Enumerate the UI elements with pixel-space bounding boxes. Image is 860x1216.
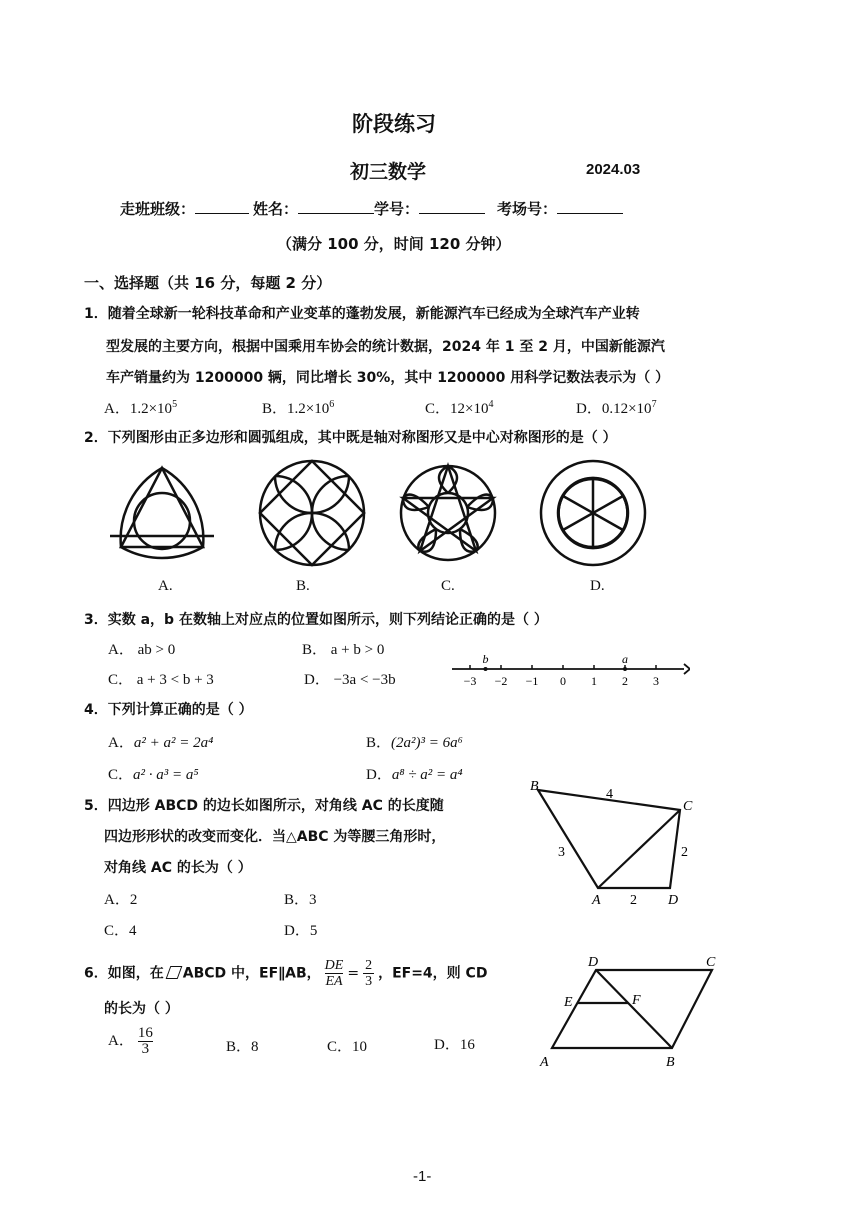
q3-option-a[interactable]: A． ab > 0 bbox=[108, 642, 176, 658]
axis-tick-label: 2 bbox=[622, 674, 628, 688]
q6-option-b[interactable]: B．8 bbox=[226, 1039, 259, 1055]
q5-option-c[interactable]: C．4 bbox=[104, 923, 137, 939]
q6-option-a[interactable]: A． $\frac{16}{3}$ bbox=[108, 1025, 153, 1057]
score-info: （满分 100 分，时间 120 分钟） bbox=[277, 235, 511, 253]
q5-line1: 5．四边形 ABCD 的边长如图所示，对角线 AC 的长度随 bbox=[84, 798, 444, 814]
q5-option-d[interactable]: D．5 bbox=[284, 923, 318, 939]
q6-parallelogram bbox=[536, 950, 736, 1072]
q4-option-d[interactable]: D．a⁸ ÷ a² = a⁴ bbox=[366, 767, 463, 783]
number-line bbox=[448, 652, 690, 690]
figure-c[interactable] bbox=[401, 466, 495, 560]
diagonal-db bbox=[596, 970, 672, 1048]
q3-option-b[interactable]: B． a + b > 0 bbox=[302, 642, 385, 658]
room-blank[interactable] bbox=[557, 199, 623, 214]
point-a-marker bbox=[623, 667, 627, 671]
q2-label-b: B. bbox=[296, 578, 310, 594]
quad-abcd bbox=[538, 790, 680, 888]
vertex-b: B bbox=[666, 1055, 675, 1070]
vertex-a: A bbox=[592, 893, 601, 908]
name-label: 姓名： bbox=[253, 200, 299, 218]
q5-line2: 四边形形状的改变而变化．当△ABC 为等腰三角形时， bbox=[104, 829, 446, 845]
q6-line2: 的长为（ ） bbox=[104, 1001, 179, 1017]
name-blank[interactable] bbox=[298, 199, 374, 214]
class-blank[interactable] bbox=[195, 199, 249, 214]
q5-line3: 对角线 AC 的长为（ ） bbox=[104, 860, 252, 876]
label-da: 2 bbox=[630, 893, 637, 908]
q2-figures bbox=[100, 458, 740, 570]
q1-line1: 1．随着全球新一轮科技革命和产业变革的蓬勃发展，新能源汽车已经成为全球汽车产业转 bbox=[84, 306, 640, 322]
q1-option-d[interactable]: D．$0.12\times 10^7$ bbox=[576, 399, 657, 417]
parallelogram-icon bbox=[165, 966, 182, 979]
vertex-a: A bbox=[540, 1055, 549, 1070]
q2-label-d: D. bbox=[590, 578, 605, 594]
vertex-d: D bbox=[668, 893, 679, 908]
figure-a[interactable] bbox=[110, 468, 214, 558]
point-a-label: a bbox=[622, 652, 628, 666]
diagonal-ac bbox=[598, 810, 680, 888]
q6-option-d[interactable]: D．16 bbox=[434, 1037, 475, 1053]
parallelogram-abcd bbox=[552, 970, 712, 1048]
q2-label-a: A. bbox=[158, 578, 173, 594]
figure-d[interactable] bbox=[541, 461, 645, 565]
point-e: E bbox=[564, 995, 573, 1010]
q2-label-c: C. bbox=[441, 578, 455, 594]
q3-option-c[interactable]: C． a + 3 < b + 3 bbox=[108, 672, 214, 688]
q4-option-b[interactable]: B．(2a²)³ = 6a⁶ bbox=[366, 735, 463, 751]
id-label: 学号： bbox=[374, 200, 420, 218]
q6-line1: 6．如图，在 ABCD 中，EF∥AB， $\frac{DE}{EA}$ = $\frac{2}{3}$ ，EF=4，则 CD bbox=[84, 958, 488, 989]
q3-stem: 3．实数 a，b 在数轴上对应点的位置如图所示，则下列结论正确的是（ ） bbox=[84, 612, 548, 628]
q5-option-a[interactable]: A．2 bbox=[104, 892, 138, 908]
axis-tick-label: 0 bbox=[560, 674, 566, 688]
subject-title: 初三数学 bbox=[350, 161, 427, 183]
axis-tick-label: 3 bbox=[653, 674, 659, 688]
vertex-d: D bbox=[588, 955, 599, 970]
q1-option-c[interactable]: C．$12\times 10^4$ bbox=[425, 399, 494, 417]
axis-tick-label: 1 bbox=[591, 674, 597, 688]
q2-stem: 2．下列图形由正多边形和圆弧组成，其中既是轴对称图形又是中心对称图形的是（ ） bbox=[84, 430, 617, 446]
q1-line3: 车产销量约为 1200000 辆，同比增长 30%，其中 1200000 用科学记数法表示为（ ） bbox=[106, 370, 670, 386]
q1-option-a[interactable]: A．$1.2\times 10^5$ bbox=[104, 399, 178, 417]
point-b-label: b bbox=[482, 652, 489, 666]
page-number: -1- bbox=[413, 1168, 432, 1185]
q5-option-b[interactable]: B．3 bbox=[284, 892, 317, 908]
point-f: F bbox=[632, 993, 641, 1008]
axis-tick-label: −2 bbox=[494, 674, 508, 688]
axis-arrow-icon bbox=[684, 664, 690, 674]
q6-option-c[interactable]: C．10 bbox=[327, 1039, 368, 1055]
figure-b[interactable] bbox=[260, 461, 364, 565]
q4-stem: 4．下列计算正确的是（ ） bbox=[84, 702, 253, 718]
vertex-b: B bbox=[530, 779, 539, 794]
q6-ratio-right: $\frac{2}{3}$ bbox=[365, 958, 373, 989]
section-heading: 一、选择题（共 16 分，每题 2 分） bbox=[84, 274, 332, 292]
point-b-marker bbox=[484, 667, 488, 671]
page-title: 阶段练习 bbox=[352, 112, 436, 136]
q4-option-a[interactable]: A．a² + a² = 2a⁴ bbox=[108, 735, 214, 751]
axis-tick-label: −1 bbox=[525, 674, 539, 688]
q1-option-b[interactable]: B．$1.2\times 10^6$ bbox=[262, 399, 335, 417]
id-blank[interactable] bbox=[419, 199, 485, 214]
label-bc: 4 bbox=[606, 787, 613, 802]
room-label: 考场号： bbox=[497, 200, 558, 218]
vertex-c: C bbox=[706, 955, 716, 970]
class-label: 走班班级： bbox=[120, 200, 196, 218]
q4-option-c[interactable]: C．a² · a³ = a⁵ bbox=[108, 767, 199, 783]
axis-tick-label: −3 bbox=[463, 674, 477, 688]
exam-date: 2024.03 bbox=[586, 161, 641, 178]
q6-ratio-left: $\frac{DE}{EA}$ bbox=[324, 958, 344, 989]
vertex-c: C bbox=[683, 799, 693, 814]
label-cd: 2 bbox=[681, 845, 688, 860]
q5-quadrilateral bbox=[520, 776, 710, 908]
label-ab: 3 bbox=[558, 845, 565, 860]
q1-line2: 型发展的主要方向，根据中国乘用车协会的统计数据，2024 年 1 至 2 月，中国新能源汽 bbox=[106, 339, 665, 355]
q3-option-d[interactable]: D． −3a < −3b bbox=[304, 672, 396, 688]
student-info-row bbox=[120, 198, 623, 219]
